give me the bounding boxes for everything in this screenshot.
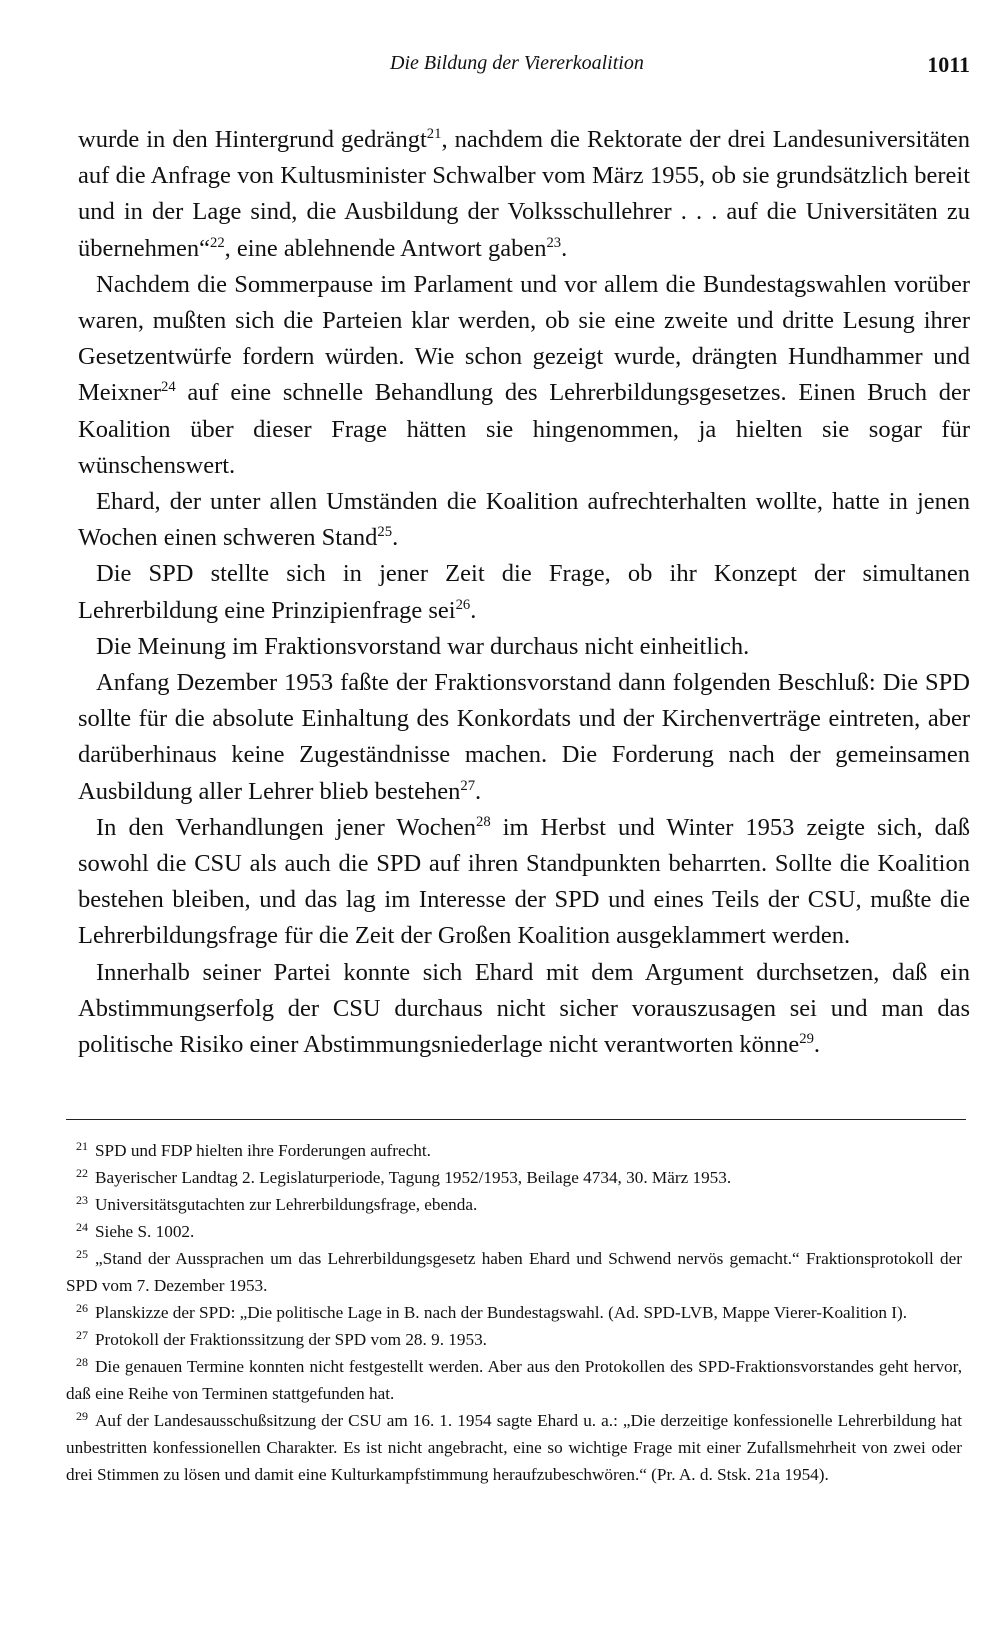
- text-run: Die SPD stellte sich in jener Zeit die Frage, ob ihr Konzept der simultanen Lehrerbildung eine Prinzipienfrage sei: [78, 560, 970, 624]
- paragraph-6: [78, 665, 970, 810]
- footnote: 22 Bayerischer Landtag 2. Legislaturperiode, Tagung 1952/1953, Beilage 4734, 30. März 1953.: [76, 1166, 732, 1187]
- paragraph-3: [78, 484, 970, 556]
- text-run: Nachdem die Sommerpause im Parlament und vor allem die Bundestagswahlen vorüber waren, mußten sich die Parteien klar werden, ob sie eine zweite und dritte Lesung ihrer Gesetzentwürfe fordern würden. Wie schon gezeigt wurde, drängten Hundhammer und Meixner: [78, 270, 970, 407]
- footnote-ref: 22: [209, 234, 225, 251]
- footnote-ref: 26: [455, 596, 471, 613]
- text-run: Die Meinung im Fraktionsvorstand war durchaus nicht einheitlich.: [96, 632, 750, 660]
- paragraph-1: [78, 122, 970, 267]
- text-run: .: [813, 1031, 821, 1059]
- text-run: .: [475, 777, 482, 805]
- paragraph-4: [78, 556, 970, 628]
- paragraph-8: [78, 955, 970, 1064]
- footnote-text: Bayerischer Landtag 2. Legislaturperiode, Tagung 1952/1953, Beilage 4734, 30. März 1953.: [95, 1168, 732, 1187]
- footnote: 28 Die genauen Termine konnten nicht festgestellt werden. Aber aus den Protokollen des SPD-Fraktionsvorstandes geht hervor, daß eine Reihe von Terminen stattgefunden hat.: [66, 1355, 962, 1403]
- footnote-text: Die genauen Termine konnten nicht festgestellt werden. Aber aus den Protokollen des SPD-Fraktionsvorstandes geht hervor, daß eine Reihe von Terminen stattgefunden hat.: [66, 1357, 962, 1403]
- running-title: Die Bildung der Viererkoalition: [390, 52, 644, 74]
- text-run: In den Verhandlungen jener Wochen: [96, 813, 477, 841]
- footnote-ref: 25: [377, 524, 393, 541]
- footnotes: [66, 1137, 962, 1488]
- footnote-ref: 21: [426, 125, 442, 142]
- text-run: Anfang Dezember 1953 faßte der Fraktionsvorstand dann folgenden Beschluß: Die SPD sollte für die absolute Einhaltung des Konkordats und der Kirchenverträge eintreten, aber darüberhinaus keine Zugeständnisse machen. Die Forderung nach der gemeinsamen Ausbildung aller Lehrer blieb bestehen: [78, 669, 970, 805]
- footnote-divider: [66, 1119, 966, 1120]
- text-run: .: [392, 524, 399, 552]
- footnote-ref: 24: [161, 379, 176, 396]
- body-text: [78, 122, 970, 1063]
- footnote-text: Planskizze der SPD: „Die politische Lage in B. nach der Bundestagswahl. (Ad. SPD-LVB, Mappe Vierer-Koalition I).: [95, 1303, 907, 1322]
- footnote-text: Universitätsgutachten zur Lehrerbildungsfrage, ebenda.: [95, 1195, 478, 1214]
- footnote-ref: 29: [799, 1030, 814, 1047]
- footnote-ref: 28: [476, 813, 491, 830]
- footnote-text: Protokoll der Fraktionssitzung der SPD vom 28. 9. 1953.: [95, 1330, 487, 1349]
- text-run: wurde in den Hintergrund gedrängt: [78, 126, 427, 153]
- footnote: 29 Auf der Landesausschußsitzung der CSU am 16. 1. 1954 sagte Ehard u. a.: „Die derzeitige konfessionelle Lehrerbildung hat unbestritten konfessionellen Charakter. Es ist nicht angebracht, eine so wichtige Frage mit einer Zufallsmehrheit von zwei oder drei Stimmen zu lösen und damit eine Kulturkampfstimmung heraufzubeschwören.“ (Pr. A. d. Stsk. 21a 1954).: [66, 1409, 962, 1484]
- page-number: 1011: [927, 52, 970, 77]
- footnote: 26 Planskizze der SPD: „Die politische Lage in B. nach der Bundestagswahl. (Ad. SPD-LVB, Mappe Vierer-Koalition I).: [76, 1301, 907, 1322]
- footnote-text: „Stand der Aussprachen um das Lehrerbildungsgesetz haben Ehard und Schwend nervös gemacht.“ Fraktionsprotokoll der SPD vom 7. Dezember 1953.: [66, 1249, 962, 1295]
- text-run: .: [470, 596, 477, 624]
- footnote-text: Auf der Landesausschußsitzung der CSU am 16. 1. 1954 sagte Ehard u. a.: „Die derzeitige konfessionelle Lehrerbildung hat unbestritten konfessionellen Charakter. Es ist nicht angebracht, eine so wichtige Frage mit einer Zufallsmehrheit von zwei oder drei Stimmen zu lösen und damit eine Kulturkampfstimmung heraufzubeschwören.“ (Pr. A. d. Stsk. 21a 1954).: [66, 1411, 962, 1484]
- text-run: im Herbst und Winter 1953 zeigte sich, daß sowohl die CSU als auch die SPD auf ihren Standpunkten beharrten. Sollte die Koalition bestehen bleiben, und das lag im Interesse der SPD und eines Teils der CSU, mußte die Lehrerbildungsfrage für die Zeit der Großen Koalition ausgeklammert werden.: [78, 813, 971, 950]
- footnote: 27 Protokoll der Fraktionssitzung der SPD vom 28. 9. 1953.: [76, 1328, 487, 1349]
- footnote-ref: 23: [546, 234, 562, 251]
- text-run: , nachdem die Rektorate der drei Landesuniversitäten auf die Anfrage von Kultusminister Schwalber vom März 1955, ob sie grundsätzlich bereit und in der Lage sind, die Ausbildung der Volksschullehrer . . . auf die Universitäten zu übernehmen“: [78, 126, 970, 262]
- paragraph-2: [78, 267, 970, 484]
- paragraph-5: [78, 629, 970, 665]
- text-run: auf eine schnelle Behandlung des Lehrerbildungsgesetzes. Einen Bruch der Koalition über dieser Frage hätten sie hingenommen, ja hielten sie sogar für wünschenswert.: [78, 379, 970, 479]
- footnote: 23 Universitätsgutachten zur Lehrerbildungsfrage, ebenda.: [76, 1193, 478, 1214]
- footnote: 25 „Stand der Aussprachen um das Lehrerbildungsgesetz haben Ehard und Schwend nervös gemacht.“ Fraktionsprotokoll der SPD vom 7. Dezember 1953.: [66, 1247, 962, 1295]
- footnote: 21 SPD und FDP hielten ihre Forderungen aufrecht.: [76, 1139, 431, 1160]
- footnote-text: SPD und FDP hielten ihre Forderungen aufrecht.: [95, 1141, 431, 1160]
- text-run: Innerhalb seiner Partei konnte sich Ehard mit dem Argument durchsetzen, daß ein Abstimmungserfolg der CSU durchaus nicht sicher vorauszusagen sei und man das politische Risiko einer Abstimmungsniederlage nicht verantworten könne: [78, 958, 970, 1059]
- text-run: Ehard, der unter allen Umständen die Koalition aufrechterhalten wollte, hatte in jenen Wochen einen schweren Stand: [78, 488, 970, 552]
- page-header: [390, 52, 970, 86]
- footnote-text: Siehe S. 1002.: [95, 1222, 195, 1241]
- text-run: .: [561, 234, 568, 262]
- footnote-ref: 27: [460, 777, 476, 794]
- paragraph-7: [78, 810, 970, 955]
- footnote: 24 Siehe S. 1002.: [76, 1220, 195, 1241]
- text-run: , eine ablehnende Antwort gaben: [224, 234, 547, 262]
